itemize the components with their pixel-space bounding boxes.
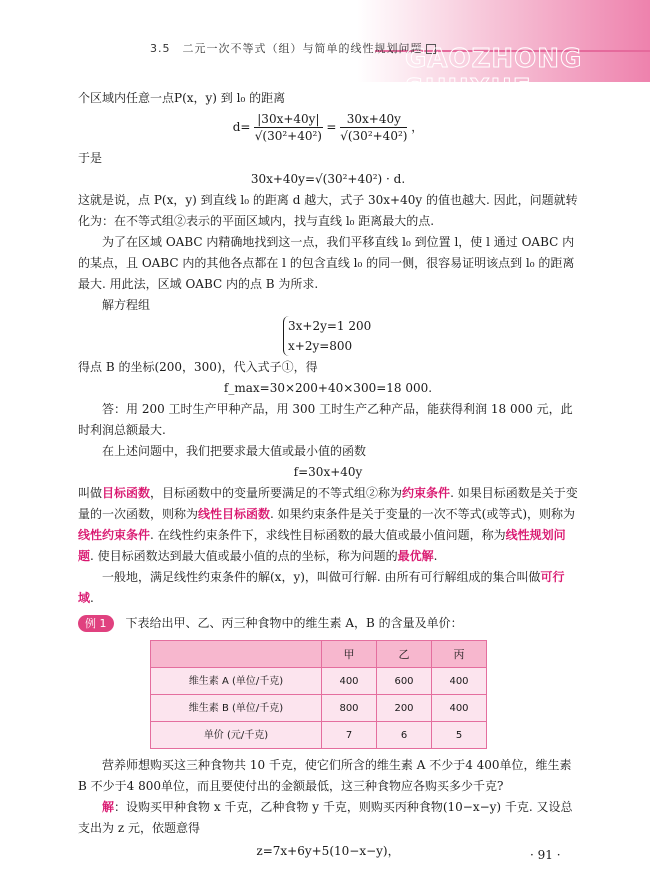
table-cell: 200 (377, 695, 432, 722)
formula-tail: ， (411, 120, 424, 134)
table-header-cell: 丙 (432, 641, 487, 668)
table-corner (151, 641, 322, 668)
fraction (254, 111, 322, 144)
distance-formula (78, 111, 578, 144)
table-row (151, 695, 487, 722)
term-linear-constraint: 线性约束条件 (78, 528, 151, 542)
text-run: . 在线性约束条件下，求线性目标函数的最大值或最小值问题，称为 (150, 528, 506, 542)
table-cell: 800 (322, 695, 377, 722)
text-line: 于是 (78, 151, 103, 165)
formula: 30x+40y=√(30²+40²) · d. (250, 172, 406, 186)
text-run: ：设购买甲种食物 x 千克，乙种食物 y 千克，则购买丙种食物(10−x−y) 千克. 又设总支出为 z 元，依题意得 (78, 800, 573, 835)
table-cell: 400 (432, 695, 487, 722)
paragraph: 为了在区域 OABC 内精确地找到这一点，我们平移直线 l₀ 到位置 l，使 l 通过 OABC 内的某点，且 OABC 内的其他各点都在 l 的包含直线 l₀ 的同一侧，很容易证明该点到 l₀ 的距离最大. 用此法，区域 OABC 内的点 B 为所求. (78, 235, 575, 291)
table-header-cell: 甲 (322, 641, 377, 668)
table-cell: 600 (377, 668, 432, 695)
paragraph: 解方程组 (102, 298, 151, 312)
text-run: 一般地，满足线性约束条件的解(x，y)，叫做可行解. 由所有可行解组成的集合叫做 (102, 570, 541, 584)
table-row-label: 单价 (元/千克) (151, 722, 322, 749)
term-optimal-solution: 最优解 (397, 549, 434, 563)
definition-paragraph (78, 483, 578, 567)
fraction-numerator: |30x+40y| (254, 111, 322, 128)
table-header-cell: 乙 (377, 641, 432, 668)
page-number: · 91 · (530, 848, 561, 862)
paragraph: 在上述问题中，我们把要求最大值或最小值的函数 (102, 444, 367, 458)
fraction-denominator: √(30²+40²) (254, 129, 322, 143)
text-line: 个区域内任意一点P(x，y) 到 l₀ 的距离 (78, 91, 286, 105)
table-row (151, 722, 487, 749)
example-badge: 例 1 (78, 615, 114, 632)
system-brace (283, 316, 371, 356)
term-constraint: 约束条件 (402, 486, 451, 500)
paragraph: 这就是说，点 P(x，y) 到直线 l₀ 的距离 d 越大，式子 30x+40y 的值也越大. 因此，问题就转化为：在不等式组②表示的平面区域内，找与直线 l₀ 距离最大的点. (78, 193, 578, 228)
definition-paragraph (78, 567, 578, 609)
text-run: ，目标函数中的变量所要满足的不等式组②称为 (150, 486, 403, 500)
table-row-label: 维生素 A (单位/千克) (151, 668, 322, 695)
page-body (78, 88, 578, 862)
text-run: 叫做 (78, 486, 103, 500)
formula: f=30x+40y (293, 465, 363, 479)
example-heading (78, 613, 578, 634)
table-cell: 5 (432, 722, 487, 749)
text-run: . (90, 591, 94, 605)
equation-system (78, 316, 578, 357)
table-header-row (151, 641, 487, 668)
table-row (151, 668, 487, 695)
formula-lhs: d= (232, 120, 251, 134)
formula: f_max=30×200+40×300=18 000. (223, 381, 433, 395)
solution-paragraph (78, 797, 578, 839)
fraction (340, 111, 407, 144)
text-run: . (433, 549, 438, 563)
text-run: . 如果目标函数是关于变量的一次函数，则称为 (78, 486, 578, 521)
term-linear-programming: 线性规划问题 (78, 528, 566, 563)
section-title-text: 3.5 二元一次不等式（组）与简单的线性规划问题 (150, 42, 423, 55)
paragraph: 得点 B 的坐标(200，300)，代入式子①，得 (78, 360, 318, 374)
table-cell: 400 (432, 668, 487, 695)
solution-label: 解 (102, 800, 115, 814)
formula: z=7x+6y+5(10−x−y)， (256, 844, 400, 858)
section-title (150, 40, 436, 56)
system-line: 3x+2y=1 200 (288, 319, 372, 333)
paragraph: 答：用 200 工时生产甲种产品，用 300 工时生产乙种产品，能获得利润 18 000 元，此时利润总额最大. (78, 402, 573, 437)
term-feasible-region: 可行域 (78, 570, 565, 605)
system-line: x+2y=800 (288, 339, 353, 353)
fraction-denominator: √(30²+40²) (340, 129, 408, 143)
text-run: . 如果约束条件是关于变量的一次不等式(或等式)，则称为 (270, 507, 576, 521)
term-linear-objective: 线性目标函数 (198, 507, 271, 521)
table-cell: 7 (322, 722, 377, 749)
vitamin-table (150, 640, 487, 749)
example-text: 下表给出甲、乙、丙三种食物中的维生素 A，B 的含量及单价： (125, 616, 463, 630)
table-cell: 6 (377, 722, 432, 749)
paragraph: 营养师想购买这三种食物共 10 千克，使它们所含的维生素 A 不少于4 400单位，维生素 B 不少于4 800单位，而且要使付出的金额最低，这三种食物应各购买多少千克? (78, 758, 572, 793)
header-watermark: GAOZHONG SHUXUE (405, 44, 583, 104)
table-row-label: 维生素 B (单位/千克) (151, 695, 322, 722)
table-cell: 400 (322, 668, 377, 695)
fraction-numerator: 30x+40y (340, 111, 407, 128)
term-objective-function: 目标函数 (102, 486, 151, 500)
text-run: . 使目标函数达到最大值或最小值的点的坐标，称为问题的 (90, 549, 398, 563)
equals-sign: = (326, 120, 337, 134)
